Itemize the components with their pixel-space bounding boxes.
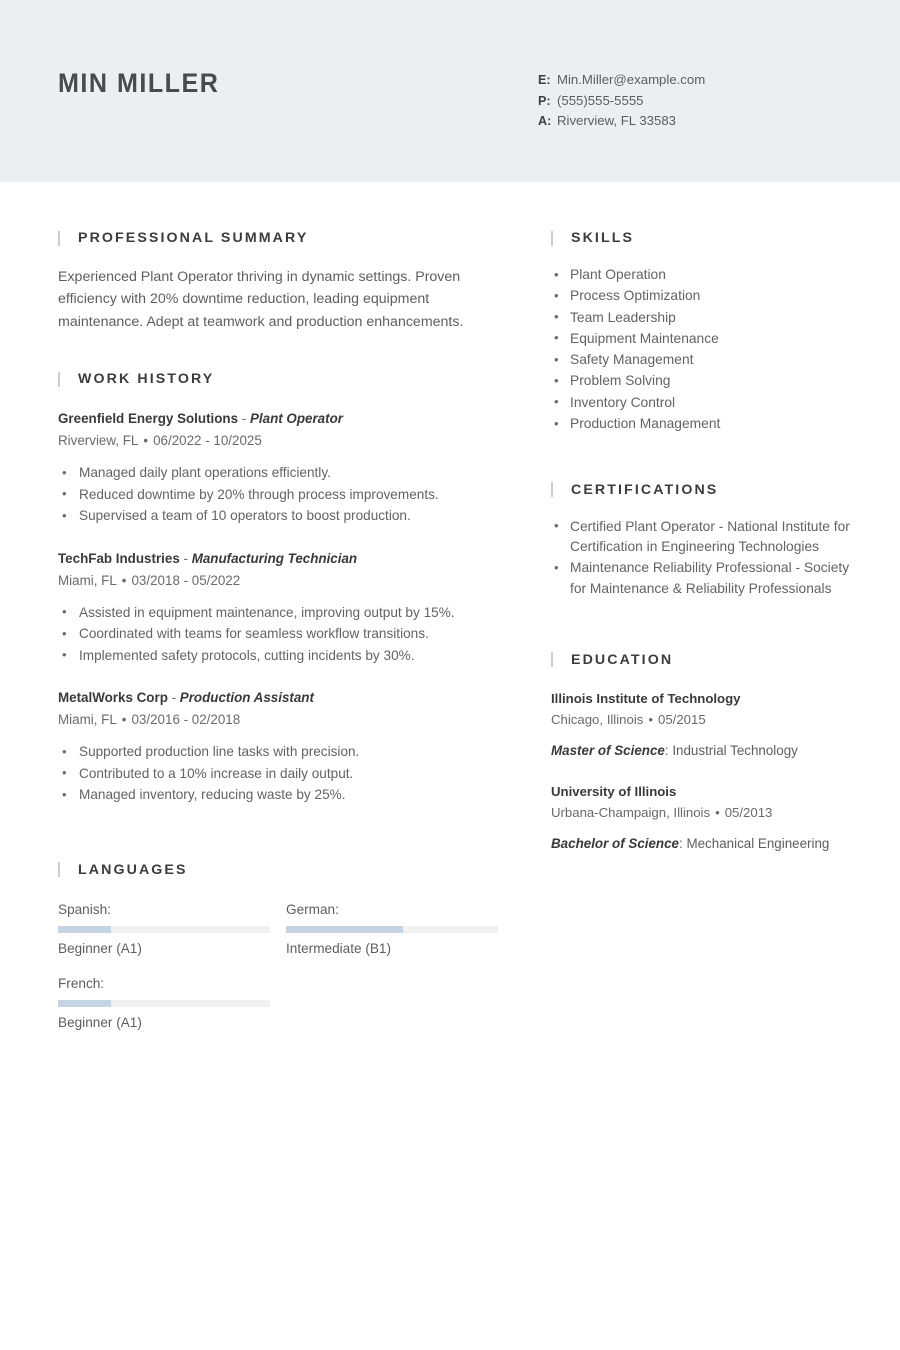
job-meta-line	[58, 709, 498, 730]
list-item: • Problem Solving	[551, 371, 851, 392]
list-item: • Maintenance Reliability Professional - Society for Maintenance & Reliability Professionals	[551, 558, 851, 599]
address-icon: A:	[538, 114, 552, 129]
languages-grid	[58, 900, 498, 1048]
section-skills	[551, 230, 851, 435]
language-item	[286, 900, 498, 959]
language-level: Beginner (A1)	[58, 940, 142, 956]
education-entry	[551, 782, 851, 855]
meta-separator-dot: •	[121, 712, 127, 728]
section-title-summary: PROFESSIONAL SUMMARY	[78, 230, 309, 246]
contact-email-value: Min.Miller@example.com	[557, 72, 706, 87]
language-proficiency-bar	[58, 1000, 270, 1007]
skills-list	[551, 265, 851, 435]
contact-row-email	[538, 70, 705, 91]
job-dates: 03/2018 - 05/2022	[131, 572, 241, 588]
meta-separator-dot: •	[143, 433, 149, 449]
education-degree-field: : Industrial Technology	[664, 742, 798, 758]
job-title-line	[58, 409, 498, 428]
summary-text: Experienced Plant Operator thriving in dynamic settings. Proven efficiency with 20% downtime reduction, leading equipment maintenance. Adept at teamwork and production enhancements.	[58, 269, 464, 330]
language-proficiency-fill	[286, 926, 403, 933]
accent-bar-icon	[58, 372, 60, 387]
list-item: • Team Leadership	[551, 308, 851, 329]
section-title-skills: SKILLS	[571, 230, 635, 246]
section-work-history	[58, 371, 498, 806]
phone-icon: P:	[538, 93, 551, 108]
accent-bar-icon	[551, 652, 553, 667]
language-name: Spanish:	[58, 901, 111, 917]
language-name: German:	[286, 901, 339, 917]
email-icon: E:	[538, 73, 551, 87]
list-item: • Managed daily plant operations efficiently.	[58, 462, 498, 484]
contact-row-phone	[538, 91, 705, 112]
list-item: • Contributed to a 10% increase in daily output.	[58, 763, 498, 785]
list-item: • Supervised a team of 10 operators to boost production.	[58, 505, 498, 527]
section-heading-languages	[58, 862, 498, 878]
contact-phone-value: (555)555-5555	[557, 92, 644, 108]
education-degree	[551, 834, 851, 855]
meta-separator-dot: •	[715, 805, 720, 821]
list-item: • Managed inventory, reducing waste by 25%.	[58, 784, 498, 806]
section-languages	[58, 862, 498, 1048]
list-item: • Equipment Maintenance	[551, 329, 851, 350]
section-professional-summary	[58, 230, 498, 333]
right-column	[551, 182, 851, 855]
section-heading-certifications	[551, 482, 851, 498]
meta-separator-dot: •	[648, 711, 653, 727]
job-company: TechFab Industries	[58, 550, 180, 566]
education-degree-label: Master of Science	[551, 742, 665, 758]
language-level: Intermediate (B1)	[286, 940, 392, 956]
education-entry	[551, 689, 851, 762]
job-title-line	[58, 688, 498, 707]
education-date: 05/2013	[724, 805, 773, 821]
education-degree	[551, 741, 851, 762]
contact-info	[538, 70, 705, 132]
list-item: • Assisted in equipment maintenance, improving output by 15%.	[58, 602, 498, 624]
accent-bar-icon	[58, 862, 60, 877]
language-name: French:	[58, 975, 105, 991]
job-role: Production Assistant	[179, 690, 314, 706]
job-location: Miami, FL	[58, 712, 117, 728]
education-degree-label: Bachelor of Science	[551, 836, 680, 852]
education-location: Urbana-Champaign, Illinois	[551, 805, 711, 821]
education-degree-field: : Mechanical Engineering	[679, 836, 830, 852]
job-company: MetalWorks Corp	[58, 690, 168, 706]
list-item: • Reduced downtime by 20% through process improvements.	[58, 484, 498, 506]
job-title-line	[58, 549, 498, 568]
section-heading-summary	[58, 230, 498, 246]
job-bullets	[58, 602, 498, 667]
section-title-languages: LANGUAGES	[78, 861, 188, 878]
list-item: • Production Management	[551, 414, 851, 435]
left-column	[58, 182, 498, 1048]
job-separator: -	[238, 411, 250, 427]
education-meta	[551, 802, 851, 823]
language-item	[58, 974, 270, 1033]
section-certifications	[551, 482, 851, 600]
language-proficiency-bar	[58, 926, 270, 933]
accent-bar-icon	[551, 231, 553, 246]
education-school: University of Illinois	[551, 784, 677, 800]
section-title-certifications: CERTIFICATIONS	[571, 481, 719, 498]
language-proficiency-bar	[286, 926, 498, 933]
job-role: Plant Operator	[249, 411, 343, 427]
job-bullets	[58, 741, 498, 806]
page-title: MIN MILLER	[58, 68, 220, 98]
job-company: Greenfield Energy Solutions	[58, 411, 239, 427]
accent-bar-icon	[58, 231, 60, 246]
section-heading-education	[551, 652, 851, 668]
work-history-entry	[58, 688, 498, 806]
section-title-education: EDUCATION	[571, 651, 674, 668]
contact-row-address	[538, 111, 705, 132]
work-history-entry	[58, 549, 498, 667]
list-item: • Inventory Control	[551, 393, 851, 414]
job-separator: -	[167, 690, 180, 706]
resume-header	[0, 0, 900, 182]
job-location: Riverview, FL	[58, 433, 139, 449]
education-date: 05/2015	[657, 711, 706, 727]
language-proficiency-fill	[58, 926, 111, 933]
job-separator: -	[179, 550, 192, 566]
certifications-list	[551, 517, 851, 600]
job-location: Miami, FL	[58, 572, 117, 588]
section-education	[551, 652, 851, 855]
job-dates: 06/2022 - 10/2025	[153, 433, 262, 449]
contact-address-value: Riverview, FL 33583	[557, 113, 676, 129]
accent-bar-icon	[551, 482, 553, 497]
list-item: • Implemented safety protocols, cutting incidents by 30%.	[58, 645, 498, 667]
language-proficiency-fill	[58, 1000, 111, 1007]
list-item: • Plant Operation	[551, 265, 851, 286]
list-item: • Coordinated with teams for seamless workflow transitions.	[58, 623, 498, 645]
education-meta	[551, 709, 851, 730]
list-item: • Process Optimization	[551, 286, 851, 307]
section-title-work-history: WORK HISTORY	[78, 371, 215, 388]
list-item: • Certified Plant Operator - National Institute for Certification in Engineering Technologies	[551, 517, 851, 558]
education-location: Chicago, Illinois	[551, 711, 644, 727]
work-history-entry	[58, 409, 498, 527]
language-item	[58, 900, 270, 959]
list-item: • Supported production line tasks with precision.	[58, 741, 498, 763]
job-bullets	[58, 462, 498, 527]
list-item: • Safety Management	[551, 350, 851, 371]
job-meta-line	[58, 570, 498, 591]
language-level: Beginner (A1)	[58, 1014, 142, 1030]
section-heading-work-history	[58, 371, 498, 387]
job-role: Manufacturing Technician	[191, 550, 358, 566]
section-heading-skills	[551, 230, 851, 246]
education-school: Illinois Institute of Technology	[551, 690, 741, 706]
meta-separator-dot: •	[121, 572, 127, 588]
job-dates: 03/2016 - 02/2018	[131, 712, 241, 728]
job-meta-line	[58, 430, 498, 451]
